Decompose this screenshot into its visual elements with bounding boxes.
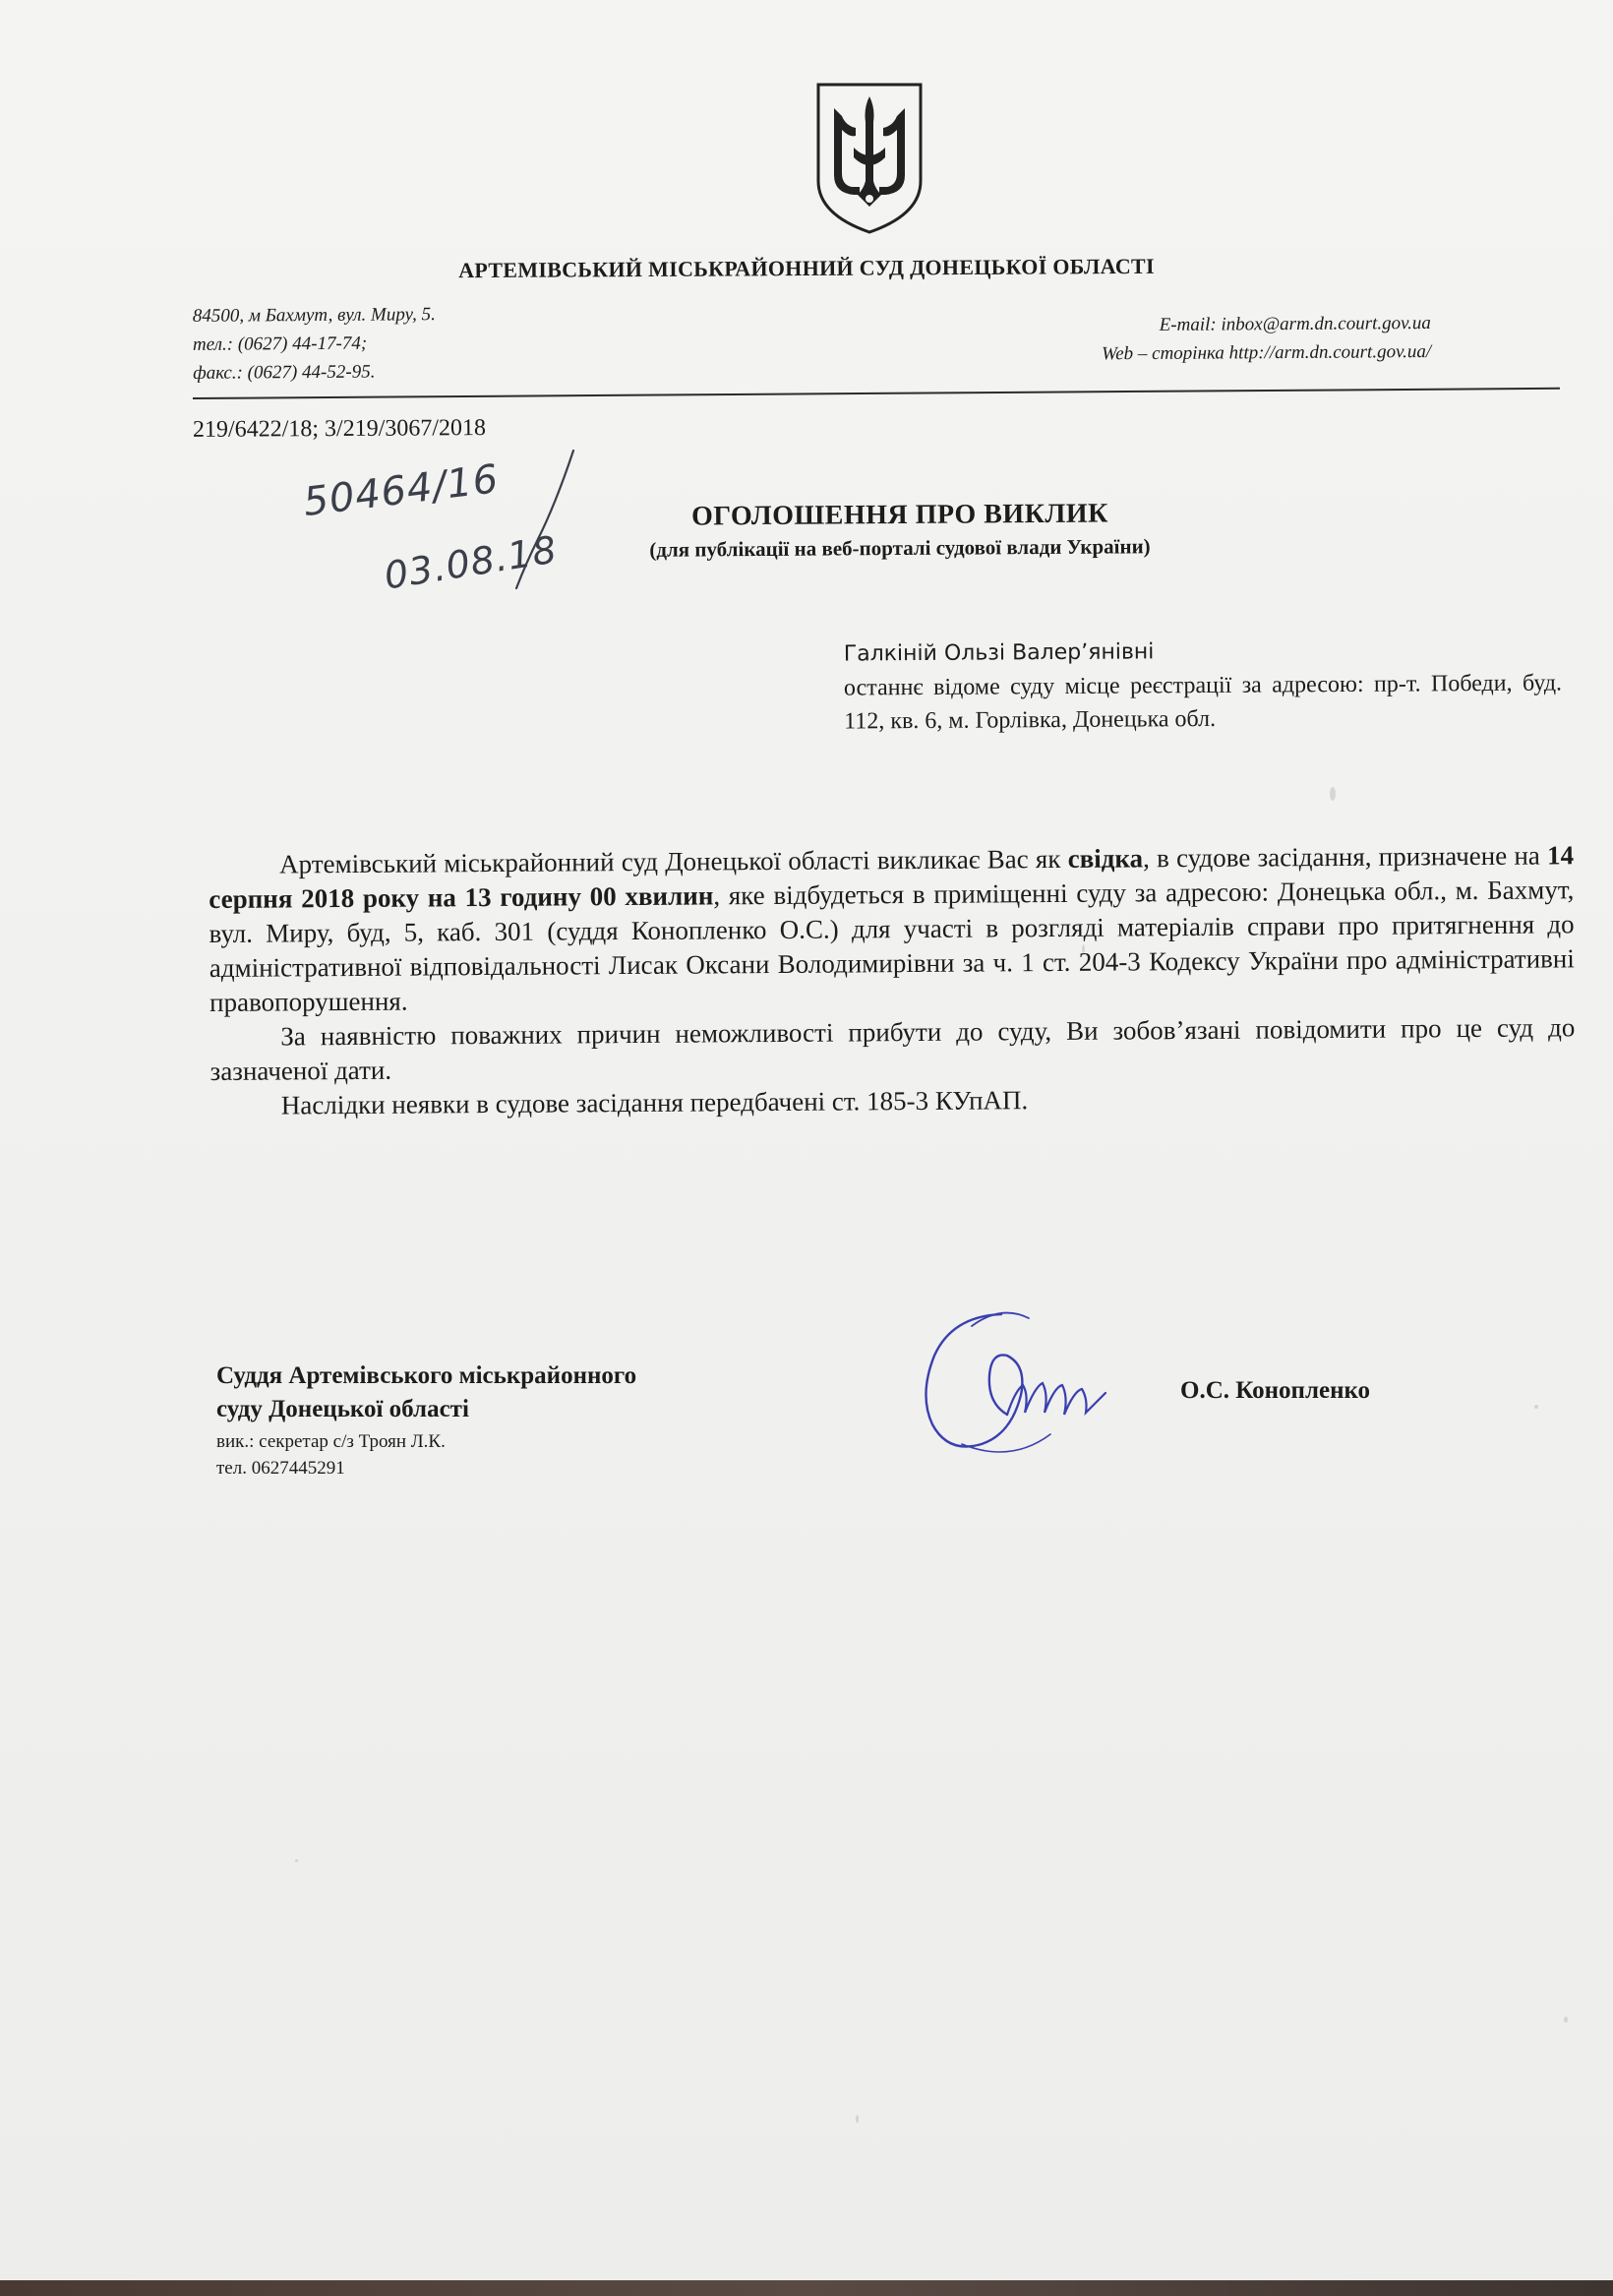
header-divider [193, 388, 1560, 399]
body-paragraph-notify: За наявністю поважних причин неможливості прибути до суду, Ви зобов’язані повідомити про це суд до зазначеної дати. [209, 1012, 1576, 1086]
court-email: E-mail: inbox@arm.dn.court.gov.ua [1159, 312, 1431, 335]
scan-speck [856, 2115, 859, 2123]
court-contact-right [866, 309, 1431, 370]
scan-speck [1564, 2017, 1568, 2023]
summons-text-1: Артемівський міськрайонний суд Донецької області викликає Вас як [279, 843, 1068, 879]
body-paragraph-consequences: Наслідки неявки в судове засідання передбачені ст. 185-3 КУпАП. [280, 1085, 1029, 1120]
addressee-block [844, 633, 1563, 738]
summons-role: свідка [1067, 843, 1144, 874]
handwritten-registration-number [301, 456, 502, 525]
court-contact-left [193, 300, 437, 388]
scan-speck [1534, 1405, 1538, 1409]
judge-title-line-1: Суддя Артемівського міськрайонного [216, 1362, 637, 1389]
judge-name: О.С. Конопленко [1180, 1377, 1371, 1404]
handwritten-registration-date: 03.08.18 [381, 527, 561, 598]
case-number: 219/6422/18; 3/219/3067/2018 [192, 415, 487, 443]
judge-title [216, 1359, 636, 1426]
court-phone: тел.: (0627) 44-17-74; [192, 332, 368, 355]
handwritten-registration-suffix: 16 [444, 456, 502, 509]
judge-signature [913, 1297, 1119, 1474]
scan-speck [1082, 944, 1085, 954]
addressee-address: останнє відоме суду місце реєстрації за адресою: пр-т. Победи, буд. 112, кв. 6, м. Горлівка, Донецька обл. [843, 670, 1563, 735]
summons-text-2: , в судове засідання, призначене на [1142, 840, 1548, 874]
hearing-datetime: 14 серпня 2018 року на 13 годину 00 хвилин [209, 840, 1575, 914]
addressee-name: Галкіній Ользі Валер’янівні [843, 639, 1155, 667]
body-paragraph-summons [209, 838, 1575, 1020]
scan-speck [1330, 787, 1336, 801]
coat-of-arms-icon [812, 79, 926, 236]
scan-speck [295, 1859, 298, 1862]
summons-text-3: , яке відбудеться в приміщенні суду за адресою: Донецька обл., м. Бахмут, вул. Миру, буд, 5, каб. 301 (суддя Конопленко О.С.) для участі в розгляді матеріалів справи про притягнення до адміністративної відповідальності Лисак Оксани Володимирівни за ч. 1 ст. 204-3 Кодексу України про адміністративні правопорушення. [209, 875, 1575, 1017]
court-website: Web – сторінка http://arm.dn.court.gov.ua/ [1102, 340, 1432, 365]
scanner-edge [0, 2280, 1613, 2296]
court-fax: факс.: (0627) 44-52-95. [193, 361, 376, 384]
secretary-phone: тел. 0627445291 [216, 1458, 345, 1479]
judge-title-line-2: суду Донецької області [216, 1396, 469, 1422]
notice-body [209, 838, 1576, 1123]
notice-subtitle: (для публікації на веб-порталі судової влади України) [649, 534, 1151, 562]
secretary-name: вик.: секретар с/з Троян Л.К. [216, 1431, 446, 1452]
court-title: АРТЕМІВСЬКИЙ МІСЬКРАЙОННИЙ СУД ДОНЕЦЬКОЇ ОБЛАСТІ [458, 253, 1155, 283]
handwritten-registration-number-main: 50464/ [300, 462, 450, 525]
secretary-info [216, 1428, 446, 1481]
notice-title: ОГОЛОШЕННЯ ПРО ВИКЛИК [690, 498, 1109, 532]
court-address: 84500, м Бахмут, вул. Миру, 5. [192, 304, 436, 327]
